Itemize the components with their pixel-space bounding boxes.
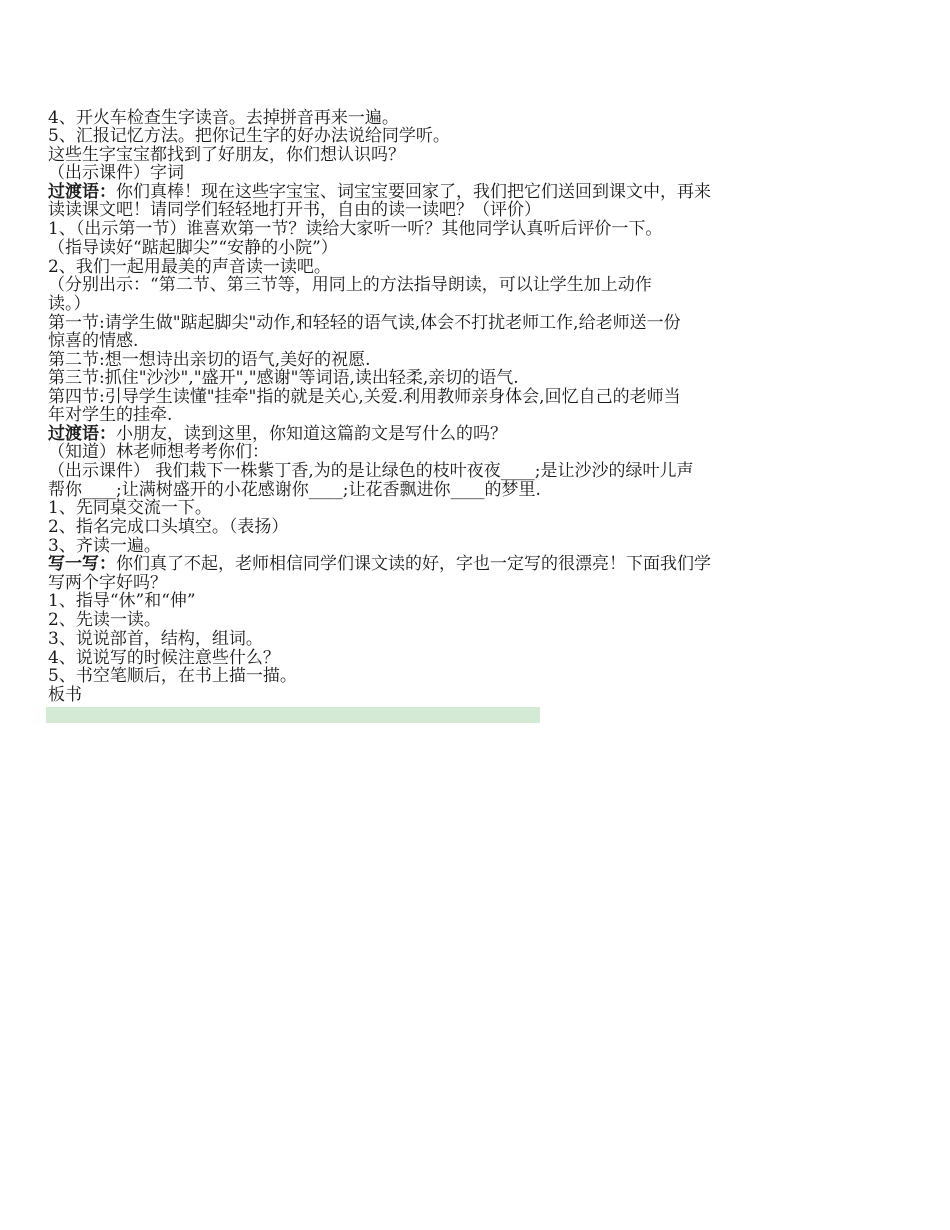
- text-line: 2、我们一起用最美的声音读一读吧。: [48, 257, 331, 277]
- text-line: 惊喜的情感.: [48, 331, 139, 351]
- text-line: 第四节:引导学生读懂"挂牵"指的就是关心,关爱.利用教师亲身体会,回忆自己的老师当: [48, 387, 681, 407]
- text-line: 年对学生的挂牵.: [48, 405, 173, 425]
- highlight-bar: [46, 707, 540, 723]
- transition-line: 过渡语：小朋友，读到这里，你知道这篇韵文是写什么的吗？: [48, 424, 507, 444]
- text-line: 3、说说部首，结构，组词。: [48, 629, 263, 649]
- transition-line: 过渡语：你们真棒！现在这些字宝宝、词宝宝要回家了，我们把它们送回到课文中，再来: [48, 182, 711, 202]
- text-line: 第二节:想一想诗出亲切的语气,美好的祝愿.: [48, 350, 371, 370]
- text-line: 帮你____;让满树盛开的小花感谢你____;让花香飘进你____的梦里.: [48, 480, 541, 500]
- text-line: 第三节:抓住"沙沙","盛开","感谢"等词语,读出轻柔,亲切的语气.: [48, 368, 519, 388]
- writing-line: 写一写：你们真了不起，老师相信同学们课文读的好，字也一定写的很漂亮！下面我们学: [48, 554, 711, 574]
- text-line: 1、（出示第一节）谁喜欢第一节？读给大家听一听？其他同学认真听后评价一下。: [48, 219, 663, 239]
- text-line: （分别出示：“第二节、第三节等，用同上的方法指导朗读，可以让学生加上动作: [48, 275, 652, 295]
- text-line: 第一节:请学生做"踮起脚尖"动作,和轻轻的语气读,体会不打扰老师工作,给老师送一份: [48, 313, 681, 333]
- text-line: （指导读好“踮起脚尖”“安静的小院”）: [48, 238, 338, 258]
- text-line: 读。）: [48, 294, 91, 314]
- text-line: 这些生字宝宝都找到了好朋友，你们想认识吗？: [48, 145, 405, 165]
- text-line: 2、指名完成口头填空。（表扬）: [48, 517, 289, 537]
- text-line: 2、先读一读。: [48, 610, 161, 630]
- writing-label: 写一写：: [48, 554, 116, 574]
- text-line: 5、汇报记忆方法。把你记生字的好办法说给同学听。: [48, 126, 450, 146]
- text-line: 3、齐读一遍。: [48, 536, 161, 556]
- text-line: 5、书空笔顺后，在书上描一描。: [48, 666, 297, 686]
- transition-label: 过渡语：: [48, 424, 116, 444]
- text-line: 写两个字好吗？: [48, 573, 167, 593]
- text-line: 1、指导“休”和“伸”: [48, 591, 196, 611]
- text-line: （知道）林老师想考考你们：: [48, 442, 269, 462]
- text-line: （出示课件）字词: [48, 163, 184, 183]
- text-line: 4、说说写的时候注意些什么？: [48, 648, 280, 668]
- transition-label: 过渡语：: [48, 182, 116, 202]
- text-line: 4、开火车检查生字读音。去掉拼音再来一遍。: [48, 108, 399, 128]
- text-line: 1、先同桌交流一下。: [48, 498, 212, 518]
- text-line: 读读课文吧！请同学们轻轻地打开书，自由的读一读吧？（评价）: [48, 200, 541, 220]
- board-heading: 板书: [48, 685, 82, 705]
- text-line: （出示课件） 我们栽下一株紫丁香,为的是让绿色的枝叶夜夜____;是让沙沙的绿叶儿声: [48, 461, 694, 481]
